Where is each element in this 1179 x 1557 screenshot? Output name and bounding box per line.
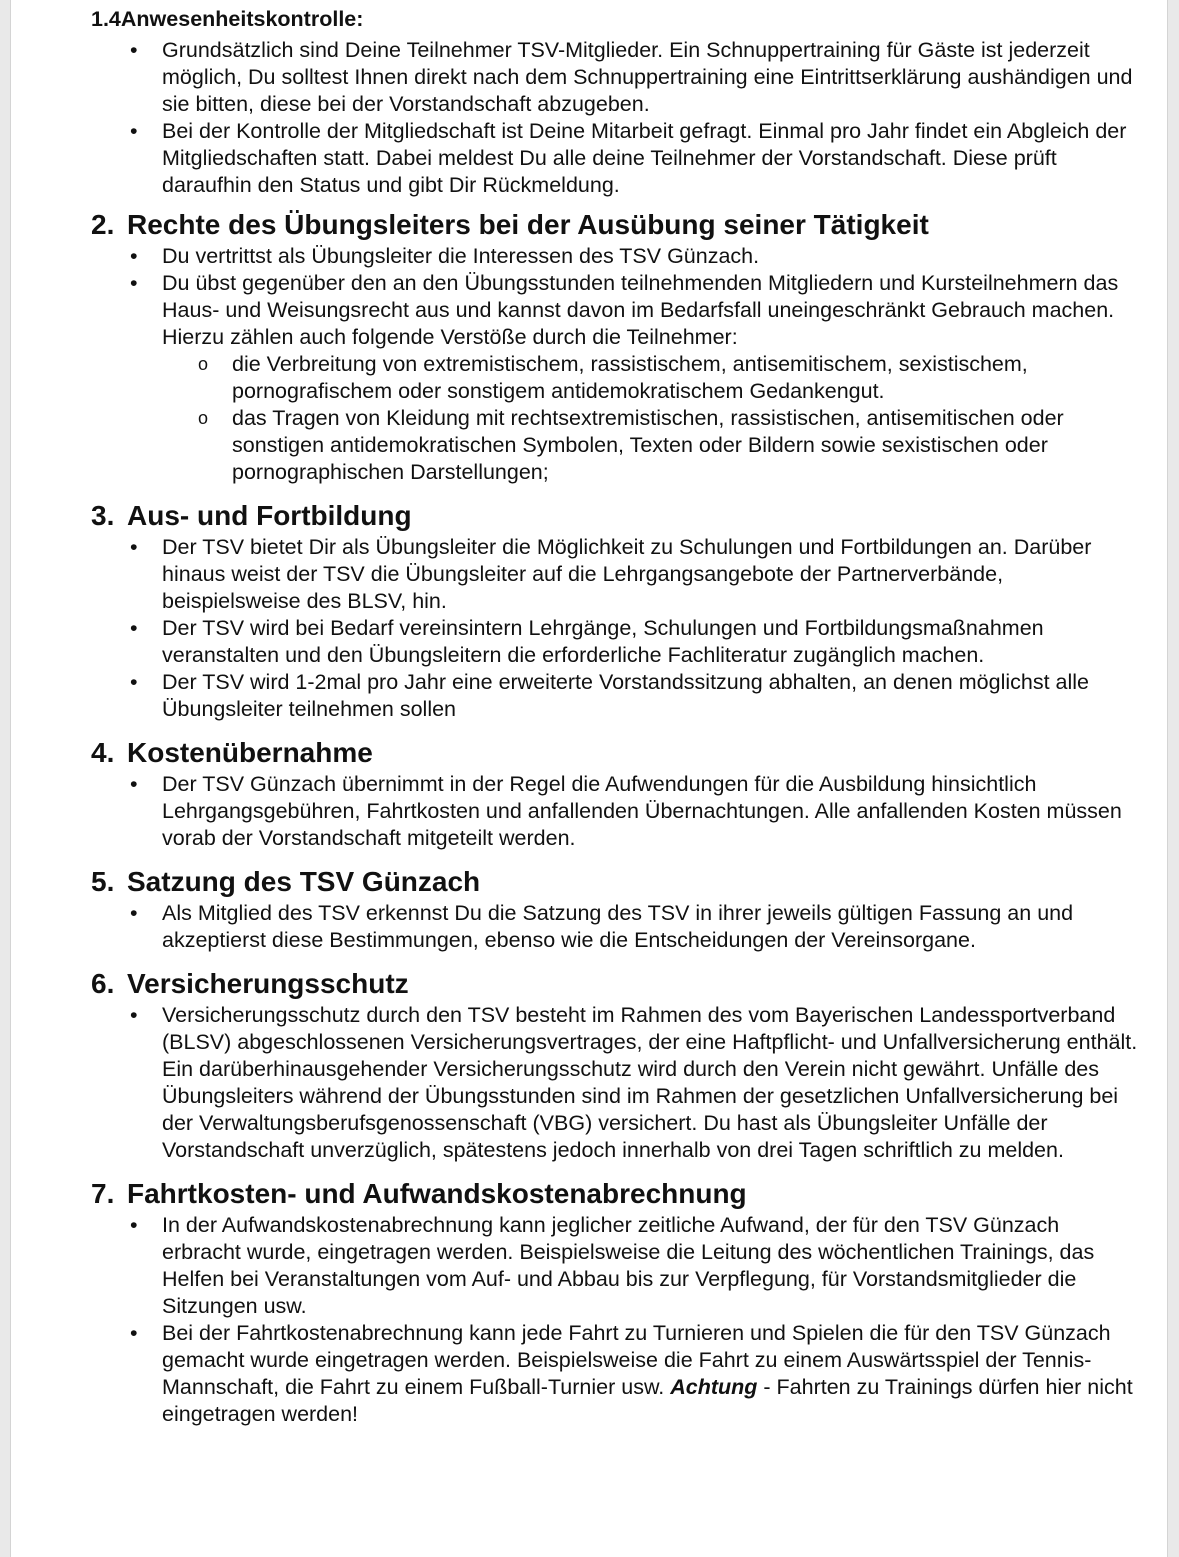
section-6-title: Versicherungsschutz — [127, 968, 409, 999]
section-6 — [91, 968, 1141, 1164]
section-3-heading — [91, 500, 1141, 532]
bullet-icon: • — [130, 271, 138, 295]
section-1-4-list — [91, 37, 1141, 199]
bullet-icon: • — [130, 38, 138, 62]
bullet-icon: • — [130, 901, 138, 925]
list-item-text: Der TSV wird 1-2mal pro Jahr eine erweiterte Vorstandssitzung abhalten, an denen möglichst alle Übungsleiter teilnehmen sollen — [162, 670, 1089, 721]
list-item-text-after: - Fahrten zu Trainings dürfen hier nicht eingetragen werden! — [162, 1375, 1133, 1426]
section-4-title: Kostenübernahme — [127, 737, 373, 768]
list-item — [91, 243, 1141, 270]
section-2-number: 2. — [91, 209, 115, 240]
section-1-4-title: Anwesenheitskontrolle: — [120, 7, 364, 31]
section-6-heading — [91, 968, 1141, 1000]
list-item-text: Du übst gegenüber den an den Übungsstunden teilnehmenden Mitgliedern und Kursteilnehmern das Haus- und Weisungsrecht aus und kannst davon im Bedarfsfall uneingeschränkt Gebrauch machen. Hierzu zählen auch folgende Verstöße durch die Teilnehmer: — [162, 271, 1119, 349]
bullet-icon: • — [130, 535, 138, 559]
section-2 — [91, 209, 1141, 486]
bullet-icon: • — [130, 1321, 138, 1345]
sub-list-item — [162, 405, 1141, 486]
section-2-title: Rechte des Übungsleiters bei der Ausübung seiner Tätigkeit — [127, 209, 929, 240]
section-4-list — [91, 771, 1141, 852]
list-item-text: Der TSV wird bei Bedarf vereinsintern Lehrgänge, Schulungen und Fortbildungsmaßnahmen veranstalten und den Übungsleitern die erforderliche Fachliteratur zugänglich machen. — [162, 616, 1044, 667]
section-5-heading — [91, 866, 1141, 898]
section-7 — [91, 1178, 1141, 1428]
bullet-icon: • — [130, 119, 138, 143]
bullet-icon: • — [130, 1213, 138, 1237]
list-item — [91, 118, 1141, 199]
section-7-number: 7. — [91, 1178, 115, 1209]
document-page — [10, 0, 1168, 1557]
list-item-text: Der TSV bietet Dir als Übungsleiter die Möglichkeit zu Schulungen und Fortbildungen an. Darüber hinaus weist der TSV die Übungsleiter auf die Lehrgangsangebote der Partnerverbände, beispielsweise des BLSV, hin. — [162, 535, 1092, 613]
list-item — [91, 669, 1141, 723]
list-item — [91, 37, 1141, 118]
emphasis-text: Achtung — [670, 1375, 758, 1399]
list-item — [91, 615, 1141, 669]
list-item — [91, 1320, 1141, 1428]
section-2-list — [91, 243, 1141, 486]
list-item — [91, 534, 1141, 615]
bullet-icon: • — [130, 616, 138, 640]
section-1-4-heading — [91, 6, 1141, 33]
list-item-text: Versicherungsschutz durch den TSV besteht im Rahmen des vom Bayerischen Landessportverband (BLSV) abgeschlossenen Versicherungsvertrages, der eine Haftpflicht- und Unfallversicherung enthält. Ein darüberhinausgehender Versicherungsschutz wird durch den Verein nicht gewährt. Unfälle des Übungsleiters während der Übungsstunden sind im Rahmen der gesetzlichen Unfallversicherung bei der Verwaltungsberufsgenossenschaft (VBG) versichert. Du hast als Übungsleiter Unfälle der Vorstandschaft unverzüglich, spätestens jedoch innerhalb von drei Tagen schriftlich zu melden. — [162, 1003, 1138, 1162]
section-1-4-number: 1.4 — [91, 7, 121, 31]
section-5-title: Satzung des TSV Günzach — [127, 866, 481, 897]
list-item-text: Grundsätzlich sind Deine Teilnehmer TSV-Mitglieder. Ein Schnuppertraining für Gäste ist jederzeit möglich, Du solltest Ihnen direkt nach dem Schnuppertraining eine Eintrittserklärung aushändigen und sie bitten, diese bei der Vorstandschaft abzugeben. — [162, 38, 1133, 116]
bullet-icon: • — [130, 670, 138, 694]
list-item-text-before: Bei der Fahrtkostenabrechnung kann jede Fahrt zu Turnieren und Spielen die für den TSV Günzach gemacht wurde eingetragen werden. Beispielsweise die Fahrt zu einem Auswärtsspiel der Tennis-Mannschaft, die Fahrt zu einem Fußball-Turnier usw. — [162, 1321, 1111, 1399]
section-6-number: 6. — [91, 968, 115, 999]
list-item — [91, 900, 1141, 954]
sub-list-item — [162, 351, 1141, 405]
section-2-heading — [91, 209, 1141, 241]
section-5-number: 5. — [91, 866, 115, 897]
document-content — [91, 6, 1141, 1442]
list-item-text: Du vertrittst als Übungsleiter die Interessen des TSV Günzach. — [162, 244, 760, 268]
list-item-text: In der Aufwandskostenabrechnung kann jeglicher zeitliche Aufwand, der für den TSV Günzach erbracht wurde, eingetragen werden. Beispielsweise die Leitung des wöchentlichen Trainings, das Helfen bei Veranstaltungen vom Auf- und Abbau bis zur Verpflegung, für Vorstandsmitglieder die Sitzungen usw. — [162, 1213, 1095, 1318]
section-7-title: Fahrtkosten- und Aufwandskostenabrechnung — [127, 1178, 747, 1209]
section-3-number: 3. — [91, 500, 115, 531]
list-item — [91, 1212, 1141, 1320]
section-6-list — [91, 1002, 1141, 1164]
list-item-text: Als Mitglied des TSV erkennst Du die Satzung des TSV in ihrer jeweils gültigen Fassung an und akzeptierst diese Bestimmungen, ebenso wie die Entscheidungen der Vereinsorgane. — [162, 901, 1074, 952]
section-4-heading — [91, 737, 1141, 769]
list-item — [91, 771, 1141, 852]
section-4 — [91, 737, 1141, 852]
list-item — [91, 270, 1141, 486]
circle-bullet-icon: o — [198, 408, 209, 428]
bullet-icon: • — [130, 244, 138, 268]
section-2-sublist — [162, 351, 1141, 486]
section-3-title: Aus- und Fortbildung — [127, 500, 412, 531]
section-5-list — [91, 900, 1141, 954]
sub-list-item-text: das Tragen von Kleidung mit rechtsextremistischen, rassistischen, antisemitischen oder sonstigen antidemokratischen Symbolen, Texten oder Bildern sowie sexistischen oder pornographischen Darstellungen; — [232, 406, 1064, 484]
circle-bullet-icon: o — [198, 354, 209, 374]
sub-list-item-text: die Verbreitung von extremistischem, rassistischem, antisemitischem, sexistischem, pornografischem oder sonstigem antidemokratischem Gedankengut. — [232, 352, 1028, 403]
list-item — [91, 1002, 1141, 1164]
section-3-list — [91, 534, 1141, 723]
list-item-text: Der TSV Günzach übernimmt in der Regel die Aufwendungen für die Ausbildung hinsichtlich Lehrgangsgebühren, Fahrtkosten und anfallenden Übernachtungen. Alle anfallenden Kosten müssen vorab der Vorstandschaft mitgeteilt werden. — [162, 772, 1122, 850]
section-7-list — [91, 1212, 1141, 1428]
bullet-icon: • — [130, 1003, 138, 1027]
list-item-text: Bei der Kontrolle der Mitgliedschaft ist Deine Mitarbeit gefragt. Einmal pro Jahr findet ein Abgleich der Mitgliedschaften statt. Dabei meldest Du alle deine Teilnehmer der Vorstandschaft. Diese prüft daraufhin den Status und gibt Dir Rückmeldung. — [162, 119, 1127, 197]
section-3 — [91, 500, 1141, 723]
section-5 — [91, 866, 1141, 954]
bullet-icon: • — [130, 772, 138, 796]
section-1-4 — [91, 6, 1141, 199]
section-7-heading — [91, 1178, 1141, 1210]
section-4-number: 4. — [91, 737, 115, 768]
